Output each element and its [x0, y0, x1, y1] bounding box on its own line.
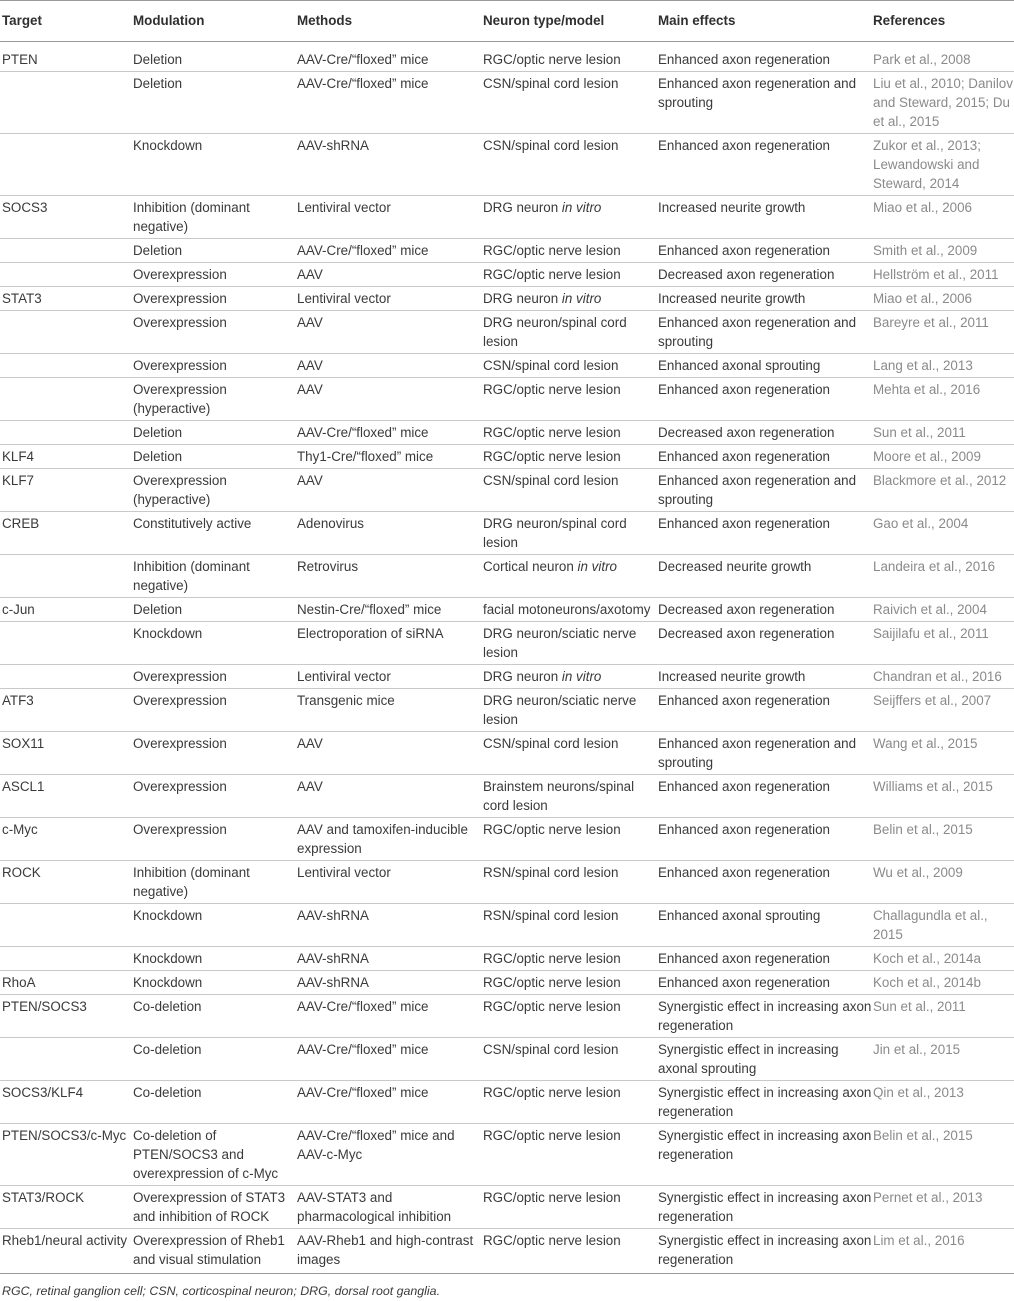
cell-target: [0, 354, 133, 378]
cell-target: [0, 555, 133, 598]
cell-references[interactable]: Blackmore et al., 2012: [873, 469, 1014, 512]
cell-references[interactable]: Qin et al., 2013: [873, 1081, 1014, 1124]
cell-references[interactable]: Sun et al., 2011: [873, 421, 1014, 445]
neuron-type-text: CSN/spinal cord lesion: [483, 1042, 619, 1057]
table-row: [0, 665, 1014, 689]
neuron-type-text: RGC/optic nerve lesion: [483, 52, 621, 67]
header-row: [0, 1, 1014, 42]
neuron-type-text: DRG neuron/sciatic nerve lesion: [483, 693, 637, 727]
cell-neuron-type: [483, 354, 658, 378]
cell-references[interactable]: Liu et al., 2010; Danilov and Steward, 2015; Du et al., 2015: [873, 72, 1014, 134]
cell-modulation: Co-deletion: [133, 1081, 297, 1124]
cell-modulation: Deletion: [133, 598, 297, 622]
cell-main-effects: Enhanced axon regeneration: [658, 775, 873, 818]
cell-target: RhoA: [0, 971, 133, 995]
cell-main-effects: Synergistic effect in increasing axon regeneration: [658, 1081, 873, 1124]
cell-modulation: Overexpression (hyperactive): [133, 469, 297, 512]
cell-main-effects: Decreased neurite growth: [658, 555, 873, 598]
neuron-type-text: RGC/optic nerve lesion: [483, 999, 621, 1014]
cell-modulation: Co-deletion of PTEN/SOCS3 and overexpression of c-Myc: [133, 1124, 297, 1186]
neuron-type-text: RGC/optic nerve lesion: [483, 1085, 621, 1100]
cell-target: PTEN: [0, 42, 133, 72]
cell-target: [0, 134, 133, 196]
cell-main-effects: Enhanced axon regeneration: [658, 134, 873, 196]
table-row: [0, 1038, 1014, 1081]
cell-modulation: Knockdown: [133, 134, 297, 196]
table-row: [0, 287, 1014, 311]
cell-main-effects: Enhanced axon regeneration: [658, 512, 873, 555]
cell-modulation: Overexpression: [133, 732, 297, 775]
table-row: [0, 445, 1014, 469]
cell-modulation: Knockdown: [133, 622, 297, 665]
cell-neuron-type: [483, 196, 658, 239]
cell-main-effects: Enhanced axon regeneration: [658, 239, 873, 263]
table-row: [0, 263, 1014, 287]
cell-modulation: Overexpression (hyperactive): [133, 378, 297, 421]
table-row: [0, 196, 1014, 239]
neuron-type-text: Brainstem neurons/spinal cord lesion: [483, 779, 635, 813]
cell-references[interactable]: Pernet et al., 2013: [873, 1186, 1014, 1229]
cell-modulation: Deletion: [133, 445, 297, 469]
cell-main-effects: Enhanced axonal sprouting: [658, 354, 873, 378]
neuron-type-text: RSN/spinal cord lesion: [483, 865, 619, 880]
cell-neuron-type: [483, 947, 658, 971]
table-header: [0, 1, 1014, 42]
header-modulation: Modulation: [133, 1, 297, 42]
cell-modulation: Overexpression: [133, 263, 297, 287]
cell-modulation: Overexpression: [133, 311, 297, 354]
cell-main-effects: Enhanced axon regeneration: [658, 689, 873, 732]
header-main-effects: Main effects: [658, 1, 873, 42]
cell-references[interactable]: Saijilafu et al., 2011: [873, 622, 1014, 665]
neuron-type-text: CSN/spinal cord lesion: [483, 138, 619, 153]
cell-methods: AAV: [297, 378, 483, 421]
table-row: [0, 512, 1014, 555]
table-row: [0, 598, 1014, 622]
cell-neuron-type: [483, 287, 658, 311]
neuron-type-text: RGC/optic nerve lesion: [483, 951, 621, 966]
cell-neuron-type: [483, 42, 658, 72]
cell-target: KLF4: [0, 445, 133, 469]
neuron-type-text: CSN/spinal cord lesion: [483, 76, 619, 91]
cell-references[interactable]: Miao et al., 2006: [873, 196, 1014, 239]
cell-neuron-type: [483, 598, 658, 622]
cell-target: KLF7: [0, 469, 133, 512]
neuron-type-text: DRG neuron/spinal cord lesion: [483, 315, 627, 349]
cell-references[interactable]: Park et al., 2008: [873, 42, 1014, 72]
cell-methods: AAV-shRNA: [297, 947, 483, 971]
cell-modulation: Overexpression: [133, 689, 297, 732]
cell-methods: AAV: [297, 311, 483, 354]
neuron-type-italic: in vitro: [561, 200, 602, 215]
cell-main-effects: Enhanced axon regeneration: [658, 971, 873, 995]
cell-target: Rheb1/neural activity: [0, 1229, 133, 1274]
table-row: [0, 947, 1014, 971]
neuron-type-text: DRG neuron/sciatic nerve lesion: [483, 626, 637, 660]
neuron-type-text: RGC/optic nerve lesion: [483, 449, 621, 464]
cell-main-effects: Increased neurite growth: [658, 287, 873, 311]
cell-target: SOCS3/KLF4: [0, 1081, 133, 1124]
cell-references[interactable]: Bareyre et al., 2011: [873, 311, 1014, 354]
cell-neuron-type: [483, 995, 658, 1038]
cell-neuron-type: [483, 818, 658, 861]
cell-modulation: Co-deletion: [133, 1038, 297, 1081]
cell-modulation: Overexpression of Rheb1 and visual stimulation: [133, 1229, 297, 1274]
cell-modulation: Deletion: [133, 72, 297, 134]
cell-neuron-type: [483, 904, 658, 947]
table-row: [0, 378, 1014, 421]
cell-modulation: Deletion: [133, 42, 297, 72]
cell-modulation: Knockdown: [133, 971, 297, 995]
neuron-type-text: RGC/optic nerve lesion: [483, 822, 621, 837]
cell-target: c-Jun: [0, 598, 133, 622]
cell-neuron-type: [483, 775, 658, 818]
cell-methods: AAV and tamoxifen-inducible expression: [297, 818, 483, 861]
table-row: [0, 1186, 1014, 1229]
cell-target: ATF3: [0, 689, 133, 732]
header-methods: Methods: [297, 1, 483, 42]
cell-methods: AAV: [297, 469, 483, 512]
table-row: [0, 311, 1014, 354]
cell-references[interactable]: Zukor et al., 2013; Lewandowski and Steward, 2014: [873, 134, 1014, 196]
cell-references[interactable]: Koch et al., 2014b: [873, 971, 1014, 995]
neuron-type-text: DRG neuron: [483, 200, 562, 215]
table-row: [0, 72, 1014, 134]
cell-main-effects: Decreased axon regeneration: [658, 622, 873, 665]
neuron-type-text: RGC/optic nerve lesion: [483, 1128, 621, 1143]
table-row: [0, 689, 1014, 732]
neuron-type-text: RGC/optic nerve lesion: [483, 1233, 621, 1248]
header-neuron-type: Neuron type/model: [483, 1, 658, 42]
table-row: [0, 622, 1014, 665]
cell-neuron-type: [483, 861, 658, 904]
cell-neuron-type: [483, 469, 658, 512]
table-row: [0, 555, 1014, 598]
cell-references[interactable]: Smith et al., 2009: [873, 239, 1014, 263]
cell-methods: AAV-STAT3 and pharmacological inhibition: [297, 1186, 483, 1229]
cell-methods: Thy1-Cre/“floxed” mice: [297, 445, 483, 469]
cell-references[interactable]: Challagundla et al., 2015: [873, 904, 1014, 947]
table-row: [0, 732, 1014, 775]
cell-references[interactable]: Raivich et al., 2004: [873, 598, 1014, 622]
table-row: [0, 1124, 1014, 1186]
cell-references[interactable]: Belin et al., 2015: [873, 1124, 1014, 1186]
cell-references[interactable]: Williams et al., 2015: [873, 775, 1014, 818]
cell-methods: AAV-shRNA: [297, 971, 483, 995]
cell-neuron-type: [483, 134, 658, 196]
cell-target: [0, 378, 133, 421]
cell-target: STAT3/ROCK: [0, 1186, 133, 1229]
cell-methods: Electroporation of siRNA: [297, 622, 483, 665]
cell-neuron-type: [483, 555, 658, 598]
cell-methods: AAV-Cre/“floxed” mice and AAV-c-Myc: [297, 1124, 483, 1186]
cell-methods: Lentiviral vector: [297, 665, 483, 689]
cell-main-effects: Decreased axon regeneration: [658, 598, 873, 622]
table-row: [0, 42, 1014, 72]
cell-methods: AAV: [297, 263, 483, 287]
cell-target: SOCS3: [0, 196, 133, 239]
cell-references[interactable]: Chandran et al., 2016: [873, 665, 1014, 689]
neuron-type-text: RGC/optic nerve lesion: [483, 425, 621, 440]
cell-target: ASCL1: [0, 775, 133, 818]
cell-references[interactable]: Lim et al., 2016: [873, 1229, 1014, 1274]
cell-main-effects: Enhanced axon regeneration and sprouting: [658, 72, 873, 134]
cell-main-effects: Enhanced axon regeneration and sprouting: [658, 469, 873, 512]
cell-neuron-type: [483, 311, 658, 354]
cell-modulation: Deletion: [133, 421, 297, 445]
cell-methods: Adenovirus: [297, 512, 483, 555]
table-row: [0, 421, 1014, 445]
cell-references[interactable]: Gao et al., 2004: [873, 512, 1014, 555]
cell-references[interactable]: Wang et al., 2015: [873, 732, 1014, 775]
cell-neuron-type: [483, 971, 658, 995]
cell-methods: Retrovirus: [297, 555, 483, 598]
table-row: [0, 775, 1014, 818]
cell-modulation: Co-deletion: [133, 995, 297, 1038]
cell-target: c-Myc: [0, 818, 133, 861]
cell-neuron-type: [483, 445, 658, 469]
cell-target: [0, 263, 133, 287]
cell-neuron-type: [483, 1038, 658, 1081]
cell-target: [0, 622, 133, 665]
cell-methods: AAV-Cre/“floxed” mice: [297, 42, 483, 72]
neuron-type-italic: in vitro: [561, 669, 602, 684]
cell-methods: AAV: [297, 354, 483, 378]
cell-main-effects: Synergistic effect in increasing axon regeneration: [658, 995, 873, 1038]
neuron-type-italic: in vitro: [561, 291, 602, 306]
cell-references[interactable]: Wu et al., 2009: [873, 861, 1014, 904]
cell-methods: AAV-Cre/“floxed” mice: [297, 421, 483, 445]
cell-main-effects: Enhanced axon regeneration and sprouting: [658, 732, 873, 775]
cell-neuron-type: [483, 421, 658, 445]
table-row: [0, 904, 1014, 947]
header-target: Target: [0, 1, 133, 42]
table-row: [0, 971, 1014, 995]
cell-methods: AAV-Cre/“floxed” mice: [297, 995, 483, 1038]
cell-references[interactable]: Sun et al., 2011: [873, 995, 1014, 1038]
cell-neuron-type: [483, 72, 658, 134]
cell-references[interactable]: Mehta et al., 2016: [873, 378, 1014, 421]
cell-methods: AAV-Cre/“floxed” mice: [297, 1081, 483, 1124]
cell-neuron-type: [483, 512, 658, 555]
cell-neuron-type: [483, 622, 658, 665]
cell-methods: Lentiviral vector: [297, 861, 483, 904]
cell-modulation: Inhibition (dominant negative): [133, 196, 297, 239]
cell-modulation: Overexpression: [133, 775, 297, 818]
cell-main-effects: Enhanced axon regeneration: [658, 42, 873, 72]
cell-modulation: Inhibition (dominant negative): [133, 555, 297, 598]
cell-methods: Nestin-Cre/“floxed” mice: [297, 598, 483, 622]
cell-modulation: Knockdown: [133, 947, 297, 971]
cell-target: [0, 904, 133, 947]
neuron-type-italic: in vitro: [577, 559, 617, 574]
neuron-type-text: DRG neuron/spinal cord lesion: [483, 516, 627, 550]
cell-main-effects: Decreased axon regeneration: [658, 421, 873, 445]
cell-target: CREB: [0, 512, 133, 555]
cell-references[interactable]: Belin et al., 2015: [873, 818, 1014, 861]
table-row: [0, 469, 1014, 512]
cell-references[interactable]: Jin et al., 2015: [873, 1038, 1014, 1081]
cell-neuron-type: [483, 1229, 658, 1274]
cell-modulation: Inhibition (dominant negative): [133, 861, 297, 904]
cell-main-effects: Synergistic effect in increasing axon regeneration: [658, 1186, 873, 1229]
cell-target: [0, 311, 133, 354]
table-body: [0, 42, 1014, 1274]
neuron-type-text: RGC/optic nerve lesion: [483, 267, 621, 282]
cell-references[interactable]: Koch et al., 2014a: [873, 947, 1014, 971]
cell-neuron-type: [483, 1124, 658, 1186]
table-footnote: RGC, retinal ganglion cell; CSN, corticospinal neuron; DRG, dorsal root ganglia.: [2, 1284, 441, 1298]
cell-methods: AAV: [297, 732, 483, 775]
cell-neuron-type: [483, 263, 658, 287]
cell-target: [0, 947, 133, 971]
cell-target: [0, 1038, 133, 1081]
cell-main-effects: Enhanced axon regeneration: [658, 861, 873, 904]
cell-target: PTEN/SOCS3: [0, 995, 133, 1038]
cell-main-effects: Enhanced axon regeneration: [658, 378, 873, 421]
neuron-type-text: RGC/optic nerve lesion: [483, 382, 621, 397]
cell-methods: Lentiviral vector: [297, 196, 483, 239]
cell-target: SOX11: [0, 732, 133, 775]
cell-modulation: Constitutively active: [133, 512, 297, 555]
neuron-type-text: RGC/optic nerve lesion: [483, 1190, 621, 1205]
cell-methods: AAV-Cre/“floxed” mice: [297, 239, 483, 263]
cell-methods: AAV-shRNA: [297, 134, 483, 196]
table-row: [0, 995, 1014, 1038]
cell-main-effects: Synergistic effect in increasing axonal sprouting: [658, 1038, 873, 1081]
cell-neuron-type: [483, 665, 658, 689]
cell-methods: Transgenic mice: [297, 689, 483, 732]
table-row: [0, 1081, 1014, 1124]
cell-references[interactable]: Miao et al., 2006: [873, 287, 1014, 311]
table-row: [0, 134, 1014, 196]
cell-target: [0, 72, 133, 134]
cell-main-effects: Enhanced axon regeneration and sprouting: [658, 311, 873, 354]
cell-modulation: Overexpression: [133, 354, 297, 378]
cell-target: ROCK: [0, 861, 133, 904]
cell-modulation: Overexpression: [133, 818, 297, 861]
table-row: [0, 818, 1014, 861]
cell-target: [0, 239, 133, 263]
cell-modulation: Knockdown: [133, 904, 297, 947]
neuron-type-text: DRG neuron: [483, 669, 562, 684]
cell-main-effects: Enhanced axon regeneration: [658, 818, 873, 861]
table-row: [0, 861, 1014, 904]
neuron-type-text: Cortical neuron: [483, 559, 578, 574]
neuron-type-text: facial motoneurons/axotomy: [483, 602, 651, 617]
cell-neuron-type: [483, 239, 658, 263]
cell-methods: AAV-shRNA: [297, 904, 483, 947]
cell-main-effects: Enhanced axonal sprouting: [658, 904, 873, 947]
cell-references[interactable]: Hellström et al., 2011: [873, 263, 1014, 287]
cell-methods: Lentiviral vector: [297, 287, 483, 311]
cell-main-effects: Enhanced axon regeneration: [658, 947, 873, 971]
table-row: [0, 239, 1014, 263]
neuron-type-text: CSN/spinal cord lesion: [483, 736, 619, 751]
cell-modulation: Overexpression of STAT3 and inhibition of ROCK: [133, 1186, 297, 1229]
cell-methods: AAV: [297, 775, 483, 818]
cell-main-effects: Synergistic effect in increasing axon regeneration: [658, 1229, 873, 1274]
cell-methods: AAV-Cre/“floxed” mice: [297, 1038, 483, 1081]
cell-main-effects: Increased neurite growth: [658, 665, 873, 689]
neuron-type-text: CSN/spinal cord lesion: [483, 358, 619, 373]
cell-main-effects: Synergistic effect in increasing axon regeneration: [658, 1124, 873, 1186]
cell-neuron-type: [483, 689, 658, 732]
cell-neuron-type: [483, 732, 658, 775]
table-row: [0, 354, 1014, 378]
cell-target: STAT3: [0, 287, 133, 311]
cell-modulation: Overexpression: [133, 665, 297, 689]
cell-neuron-type: [483, 1081, 658, 1124]
cell-main-effects: Decreased axon regeneration: [658, 263, 873, 287]
neuron-type-text: RGC/optic nerve lesion: [483, 975, 621, 990]
cell-target: [0, 421, 133, 445]
cell-main-effects: Increased neurite growth: [658, 196, 873, 239]
neuron-type-text: CSN/spinal cord lesion: [483, 473, 619, 488]
cell-references[interactable]: Seijffers et al., 2007: [873, 689, 1014, 732]
cell-target: PTEN/SOCS3/c-Myc: [0, 1124, 133, 1186]
neuron-type-text: RSN/spinal cord lesion: [483, 908, 619, 923]
cell-modulation: Overexpression: [133, 287, 297, 311]
neuron-type-text: RGC/optic nerve lesion: [483, 243, 621, 258]
cell-neuron-type: [483, 378, 658, 421]
cell-target: [0, 665, 133, 689]
cell-main-effects: Enhanced axon regeneration: [658, 445, 873, 469]
cell-references[interactable]: Lang et al., 2013: [873, 354, 1014, 378]
cell-methods: AAV-Rheb1 and high-contrast images: [297, 1229, 483, 1274]
cell-references[interactable]: Landeira et al., 2016: [873, 555, 1014, 598]
header-references: References: [873, 1, 1014, 42]
table-row: [0, 1229, 1014, 1274]
cell-methods: AAV-Cre/“floxed” mice: [297, 72, 483, 134]
cell-neuron-type: [483, 1186, 658, 1229]
cell-modulation: Deletion: [133, 239, 297, 263]
cell-references[interactable]: Moore et al., 2009: [873, 445, 1014, 469]
neuron-type-text: DRG neuron: [483, 291, 562, 306]
